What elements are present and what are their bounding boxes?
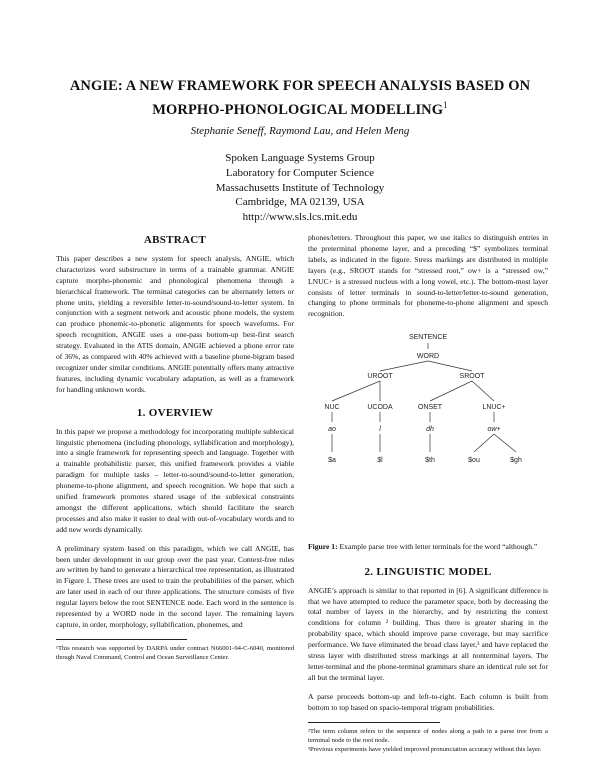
tree-node-word: WORD [416, 353, 440, 361]
tree-node-morph: SROOT [459, 373, 485, 381]
figure-caption [308, 542, 548, 553]
title-footnote-mark: 1 [443, 100, 448, 110]
footnote: ¹This research was supported by DARPA under contract N66001-94-C-6040, monitored though Naval Command, Control and Ocean Surveillance Center. [56, 644, 294, 662]
affiliation-block [60, 151, 540, 225]
tree-node-syllable: ONSET [417, 404, 443, 412]
tree-node-terminal: $gh [510, 457, 522, 465]
footnote: ³Previous experiments have yielded improved pronunciation accuracy without this layer. [308, 746, 542, 754]
tree-edge [430, 381, 472, 401]
figure-caption-label: Figure 1: [308, 542, 338, 552]
affiliation-line: Cambridge, MA 02139, USA [235, 196, 365, 209]
tree-node-phoneme: l [379, 426, 381, 434]
tree-edge [380, 361, 428, 371]
footnote-rule [56, 639, 187, 640]
affiliation-url[interactable]: http://www.sls.lcs.mit.edu [242, 211, 358, 224]
tree-node-terminal: $ou [468, 457, 480, 465]
tree-node-phoneme: ao [328, 426, 336, 434]
tree-edge [494, 434, 516, 452]
tree-node-terminal: $l [377, 457, 383, 465]
overview-heading: 1. OVERVIEW [136, 406, 214, 419]
tree-node-syllable: NUC [324, 404, 340, 412]
paper-title [60, 77, 540, 120]
linguistic-model-heading: 2. LINGUISTIC MODEL [364, 565, 492, 578]
overview-paragraph: A preliminary system based on this paradigm, which we call ANGIE, has been under development in our group over the past year. Context-free rules are written by hand to generate a hierarchical tree representation, as illustrated in Figure 1. These trees are used to train the probabilities of the parser, which are later used in each of our three applications. The structure consists of five regular layers below the root SENTENCE node. Each word in the sentence is represented by a WORD node in the second layer. The remaining layers capture, in order, morphology, syllabification, phonemes, and [56, 543, 294, 629]
tree-node-terminal: $th [425, 457, 435, 465]
tree-node-root: SENTENCE [408, 334, 448, 342]
abstract-text: This paper describes a new system for speech analysis, ANGIE, which characterizes word substructure in terms of a trainable grammar. ANGIE capture morpho-phonemic and phonological phenomena through a hierarchical framework. The terminal categories can be alternately letters or phone units, yielding a reversible letter-to-sound/sound-to-letter system. In conjunction with a segment network and acoustic phone models, the system can produce phonemic-to-phonetic alignments for speech waveforms. For speech recognition, ANGIE uses a one-pass bottom-up best-first search strategy. Evaluated in the ATIS domain, ANGIE achieved a phone error rate of 36%, as compared with 40% achieved with a baseline phone-bigram based recognizer under similar conditions. ANGIE potentially offers many attractive features, including dynamic vocabulary adaptation, as well as a framework for handling unknown words. [56, 253, 294, 394]
affiliation-line: Spoken Language Systems Group [225, 152, 375, 164]
right-column [308, 233, 548, 755]
tree-edge [332, 381, 380, 401]
affiliation-line: Massachusetts Institute of Technology [215, 181, 385, 194]
tree-edge [428, 361, 472, 371]
paper-title-text: ANGIE: A NEW FRAMEWORK FOR SPEECH ANALYSIS BASED ON MORPHO-PHONOLOGICAL MODELLING [69, 78, 531, 118]
footnote: ²The term column refers to the sequence of nodes along a path in a parse tree from a terminal node to the root node. [308, 727, 548, 745]
abstract-heading: ABSTRACT [143, 234, 207, 246]
tree-node-phoneme: ow+ [487, 426, 501, 434]
parse-tree-figure [308, 328, 548, 538]
affiliation-line: Laboratory for Computer Science [225, 166, 375, 179]
tree-node-phoneme: dh [426, 426, 434, 434]
left-column [56, 233, 294, 663]
tree-edge [472, 381, 494, 401]
tree-node-syllable: LNUC+ [482, 404, 506, 412]
tree-node-terminal: $a [328, 457, 336, 465]
tree-edge [474, 434, 494, 452]
tree-node-syllable: UCODA [367, 404, 393, 412]
overview-paragraph: In this paper we propose a methodology for incorporating multiple sublexical linguistic phenomena (including phonology, syllabification and morphology), into a single framework for representing speech and language. Together with a trainable probabilistic parser, this unified framework provides a viable paradigm for multiple tasks – letter-to-sound/sound-to-letter generation, phoneme-to-phone alignment, and speech recognition. We hope that such a unified framework promotes shared usage of the sublexical constraints amongst the different applications, which should facilitate the search processes and also make it easier to deal with out-of-vocabulary words and to add new words dynamically. [56, 426, 294, 534]
tree-node-morph: UROOT [367, 373, 393, 381]
linguistic-paragraph: ANGIE’s approach is similar to that reported in [6]. A significant difference is that we have attempted to reduce the parameter space, both by decreasing the total number of layers in the hierarchy, and by restricting the context conditions for column ² building. Thus there is greater sharing in the probability space, which should improve parse coverage, but may sacrifice performance. We have eliminated the broad class layer,³ and have replaced the stress layer with distributed stress markings at all nonterminal layers. The letter-terminal and the phone-terminal grammars share an identical rule set for all but the terminal layer. [308, 585, 548, 682]
body-paragraph: phones/letters. Throughout this paper, we use italics to distinguish entries in the preterminal phoneme layer, and a preceding “$” symbolizes terminal labels, as indicated in the figure. Stress markings are distributed in multiple layers (e.g., SROOT stands for “stressed root,” ow+ is a “stressed ow,” LNUC+ is a stressed nucleus with a long vowel, etc.). The bottom-most layer consists of letter terminals in sound-to-letter/letter-to-sound generation, changing to phone terminals for phoneme-to-phone alignment and speech recognition. [308, 233, 548, 319]
paper-authors: Stephanie Seneff, Raymond Lau, and Helen Meng [190, 125, 410, 137]
linguistic-paragraph: A parse proceeds bottom-up and left-to-right. Each column is built from bottom to top based on spacio-temporal trigram probabilities. [308, 691, 548, 712]
figure-caption-text: Example parse tree with letter terminals for the word “although.” [339, 542, 538, 552]
footnote-rule [308, 722, 440, 723]
